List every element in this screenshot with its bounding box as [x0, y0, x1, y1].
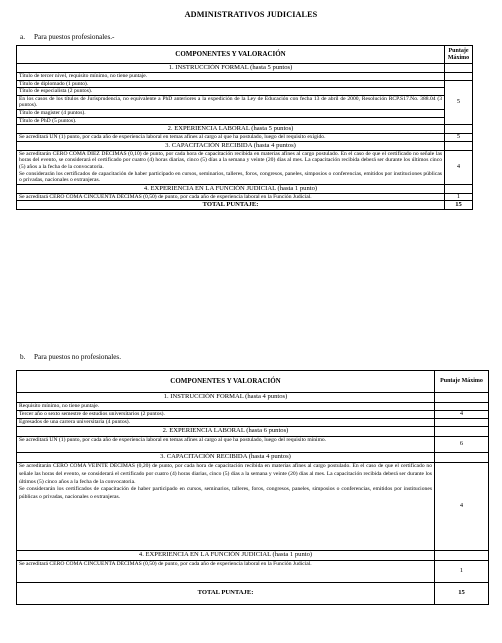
empty-cell [435, 393, 489, 403]
category-title: 3. CAPACITACIÓN RECIBIDA (hasta 4 puntos) [17, 141, 445, 150]
section-b-title: Para puestos no profesionales. [34, 353, 122, 361]
table-professional [16, 45, 473, 210]
header-max-points: Puntaje Máximo [435, 371, 489, 393]
category-points: 1 [445, 193, 473, 201]
empty-cell [435, 453, 489, 463]
category-points: 1 [435, 561, 489, 583]
category-points: 4 [435, 463, 489, 551]
empty-cell [445, 73, 473, 81]
criterion-paragraph: Se considerarán los certificados de capacitación de haber participado en cursos, seminarios, talleres, foros, congresos, paneles, simposios o conferencias, emitidos por instituciones públicas o privadas, nacionales o extranjeras. [19, 486, 432, 501]
table-row [17, 437, 489, 453]
criterion-text: Se acreditará UN (1) punto, por cada año de experiencia laboral en temas afines al cargo al que ha postulado, luego del requisito exigido. [17, 134, 445, 142]
category-row [17, 427, 489, 437]
criterion-text: En los casos de los títulos de Jurisprudencia, no equivalente a PhD anteriores a la expedición de la Ley de Educación con fecha 13 de abril de 2000, Resolución RCP.S17.No. 388.04 (3 puntos). [17, 95, 445, 109]
empty-cell [435, 427, 489, 437]
category-title: 4. EXPERIENCIA EN LA FUNCIÓN JUDICIAL (hasta 1 punto) [17, 551, 435, 561]
table-header-row [17, 371, 489, 393]
table-row [17, 73, 473, 81]
table-row [17, 463, 489, 551]
table-row [17, 117, 473, 125]
empty-cell [445, 64, 473, 73]
section-b-heading [20, 353, 121, 361]
category-title: 1. INSTRUCCIÓN FORMAL (hasta 5 puntos) [17, 64, 445, 73]
table-non-professional [16, 370, 489, 605]
total-points: 15 [445, 201, 473, 210]
header-components: COMPONENTES Y VALORACIÓN [17, 46, 445, 64]
empty-cell [445, 141, 473, 150]
criterion-text: Título de tercer nivel, requisito mínimo, no tiene puntaje. [17, 73, 445, 81]
criterion-paragraph: Se acreditarán CERO COMA VEINTE DÉCIMAS (0,20) de punto, por cada hora de capacitación recibida en materias afines al cargo postulado. En el caso de que el certificado no señale las horas del evento, se considerará el certificado por cuatro (4) horas diarias, cinco (5) días a la semana y veinte (20) días al mes. La capacitación recibida deberá ser durante los últimos (5) cinco años a la fecha de la convocatoria. [19, 463, 432, 485]
total-label: TOTAL PUNTAJE: [17, 201, 445, 210]
section-a-title: Para puestos profesionales.- [34, 33, 115, 41]
empty-cell [435, 551, 489, 561]
category-points: 5 [445, 80, 473, 125]
table-row [17, 134, 473, 142]
criterion-text: Tercer año o sexto semestre de estudios universitarios (2 puntos). [17, 411, 435, 419]
total-row [17, 201, 473, 210]
total-label: TOTAL PUNTAJE: [17, 583, 435, 605]
category-title: 1. INSTRUCCIÓN FORMAL (hasta 4 puntos) [17, 393, 435, 403]
category-row [17, 64, 473, 73]
criterion-text: Título de magister (4 puntos). [17, 109, 445, 117]
document-title: ADMINISTRATIVOS JUDICIALES [184, 10, 318, 19]
criterion-text: Requisito mínimo, no tiene puntaje. [17, 403, 435, 411]
category-row [17, 184, 473, 193]
category-points: 5 [445, 134, 473, 142]
empty-cell [435, 403, 489, 411]
criterion-text: Egresados de una carrera universitaria (4 puntos). [17, 419, 435, 427]
table-row [17, 193, 473, 201]
criterion-text [17, 150, 445, 184]
table-row [17, 109, 473, 117]
category-row [17, 453, 489, 463]
category-row [17, 551, 489, 561]
section-a-letter: a. [20, 33, 25, 41]
empty-cell [445, 184, 473, 193]
category-title: 2. EXPERIENCIA LABORAL (hasta 5 puntos) [17, 125, 445, 134]
table-row [17, 561, 489, 583]
criterion-text: Título de especialista (2 puntos). [17, 88, 445, 96]
criterion-paragraph: Se considerarán los certificados de capacitación de haber participado en cursos, seminarios, talleres, foros, congresos, paneles, simposios o conferencias, emitidos por instituciones públicas o privadas, nacionales o extranjeras. [19, 170, 442, 184]
table-row [17, 403, 489, 411]
header-max-points: Puntaje Máximo [445, 46, 473, 64]
table-row [17, 88, 473, 96]
criterion-text: Se acreditará UN (1) punto, por cada año de experiencia laboral en temas afines al cargo al que ha postulado, luego del requisito mínimo. [17, 437, 435, 453]
table-row [17, 411, 489, 419]
empty-cell [445, 125, 473, 134]
section-b-letter: b. [20, 353, 26, 361]
category-points: 6 [435, 437, 489, 453]
table-row [17, 95, 473, 109]
header-components: COMPONENTES Y VALORACIÓN [17, 371, 435, 393]
category-title: 4. EXPERIENCIA EN LA FUNCIÓN JUDICIAL (hasta 1 punto) [17, 184, 445, 193]
category-row [17, 125, 473, 134]
criterion-paragraph: Se acreditarán CERO COMA DIEZ DÉCIMAS (0,10) de punto, por cada hora de capacitación recibida en materias afines al cargo postulado. En el caso de que el certificado no señale las horas del evento, se considerará el certificado por cuatro (4) horas diarias, cinco (5) días a la semana y veinte (20) días al mes. La capacitación recibida deberá ser durante los últimos cinco (5) años a la fecha de la convocatoria. [19, 150, 442, 170]
criterion-text: Se acreditará CERO COMA CINCUENTA DÉCIMAS (0,50) de punto, por cada año de experiencia laboral en la Función Judicial. [17, 561, 435, 583]
category-points: 4 [445, 150, 473, 184]
category-points: 4 [435, 411, 489, 419]
criterion-text: Título de diplomado (1 punto). [17, 80, 445, 88]
criterion-text: Título de PhD (5 puntos). [17, 117, 445, 125]
table-row [17, 150, 473, 184]
criterion-text: Se acreditará CERO COMA CINCUENTA DÉCIMAS (0,50) de punto, por cada año de experiencia laboral en la Función Judicial. [17, 193, 445, 201]
table-row [17, 419, 489, 427]
category-row [17, 393, 489, 403]
category-title: 2. EXPERIENCIA LABORAL (hasta 6 puntos) [17, 427, 435, 437]
category-title: 3. CAPACITACIÓN RECIBIDA (hasta 4 puntos) [17, 453, 435, 463]
total-points: 15 [435, 583, 489, 605]
section-a-heading [20, 33, 114, 41]
empty-cell [435, 419, 489, 427]
category-row [17, 141, 473, 150]
criterion-text [17, 463, 435, 551]
table-row [17, 80, 473, 88]
table-header-row [17, 46, 473, 64]
total-row [17, 583, 489, 605]
